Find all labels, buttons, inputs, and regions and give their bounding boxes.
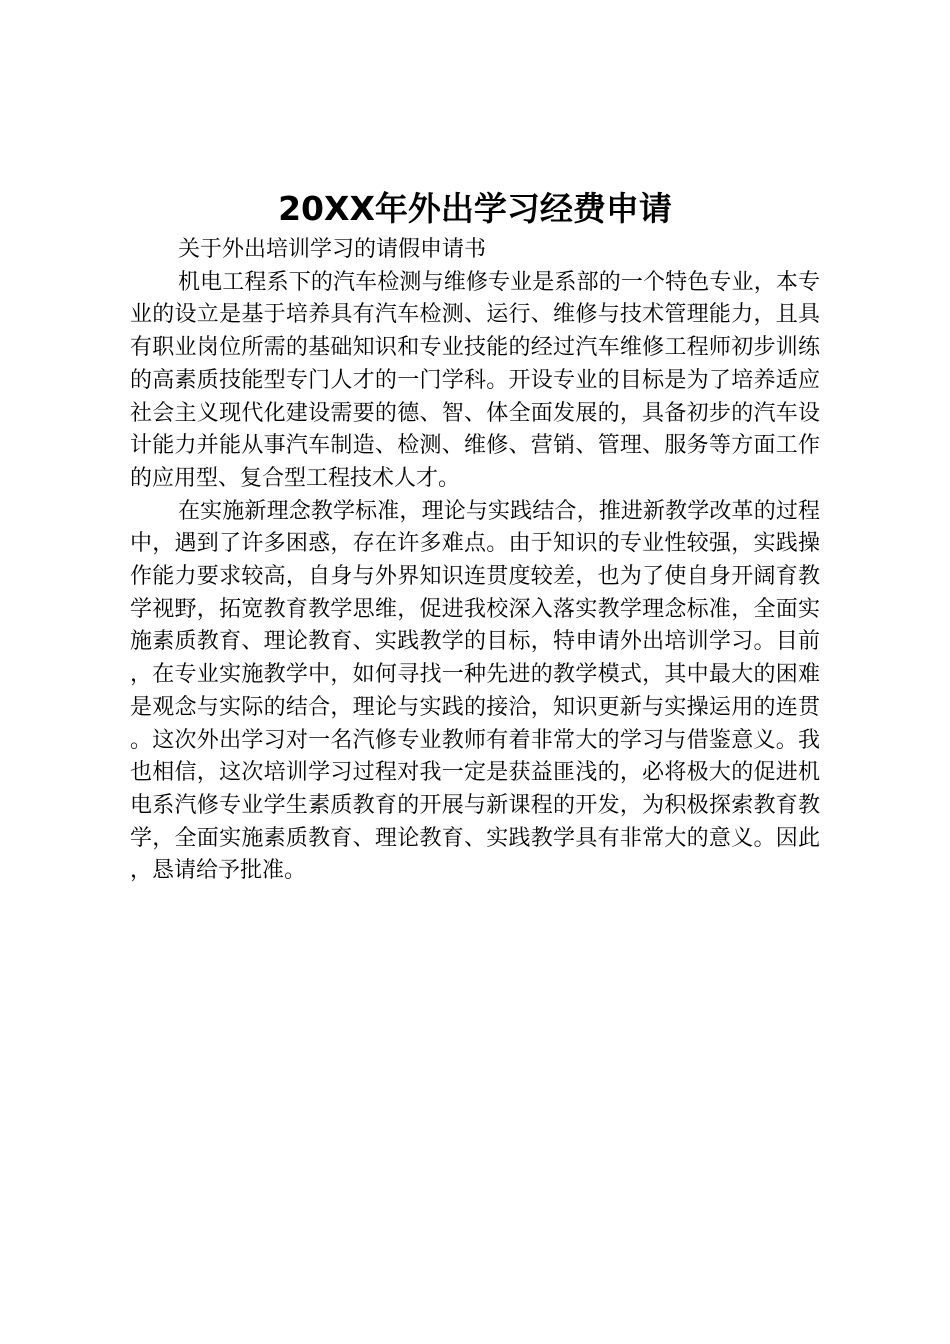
document-title: 20XX年外出学习经费申请: [278, 189, 672, 228]
document-body: [130, 234, 820, 888]
paragraph-2: 在实施新理念教学标准，理论与实践结合，推进新教学改革的过程中，遇到了许多困惑，存在许多难点。由于知识的专业性较强，实践操作能力要求较高，自身与外界知识连贯度较差，也为了使自身开阔育教学视野，拓宽教育教学思维，促进我校深入落实教学理念标准，全面实施素质教育、理论教育、实践教学的目标，特申请外出培训学习。目前，在专业实施教学中，如何寻找一种先进的教学模式，其中最大的困难是观念与实际的结合，理论与实践的接洽，知识更新与实操运用的连贯。这次外出学习对一名汽修专业教师有着非常大的学习与借鉴意义。我也相信，这次培训学习过程对我一定是获益匪浅的，必将极大的促进机电系汽修专业学生素质教育的开展与新课程的开发，为积极探索教育教学，全面实施素质教育、理论教育、实践教学具有非常大的意义。因此，恳请给予批准。: [130, 498, 820, 884]
paragraph-1: 机电工程系下的汽车检测与维修专业是系部的一个特色专业，本专业的设立是基于培养具有汽车检测、运行、维修与技术管理能力，且具有职业岗位所需的基础知识和专业技能的经过汽车维修工程师初步训练的高素质技能型专门人才的一门学科。开设专业的目标是为了培养适应社会主义现代化建设需要的德、智、体全面发展的，具备初步的汽车设计能力并能从事汽车制造、检测、维修、营销、管理、服务等方面工作的应用型、复合型工程技术人才。: [130, 269, 820, 491]
document-subtitle: 关于外出培训学习的请假申请书: [178, 237, 487, 262]
